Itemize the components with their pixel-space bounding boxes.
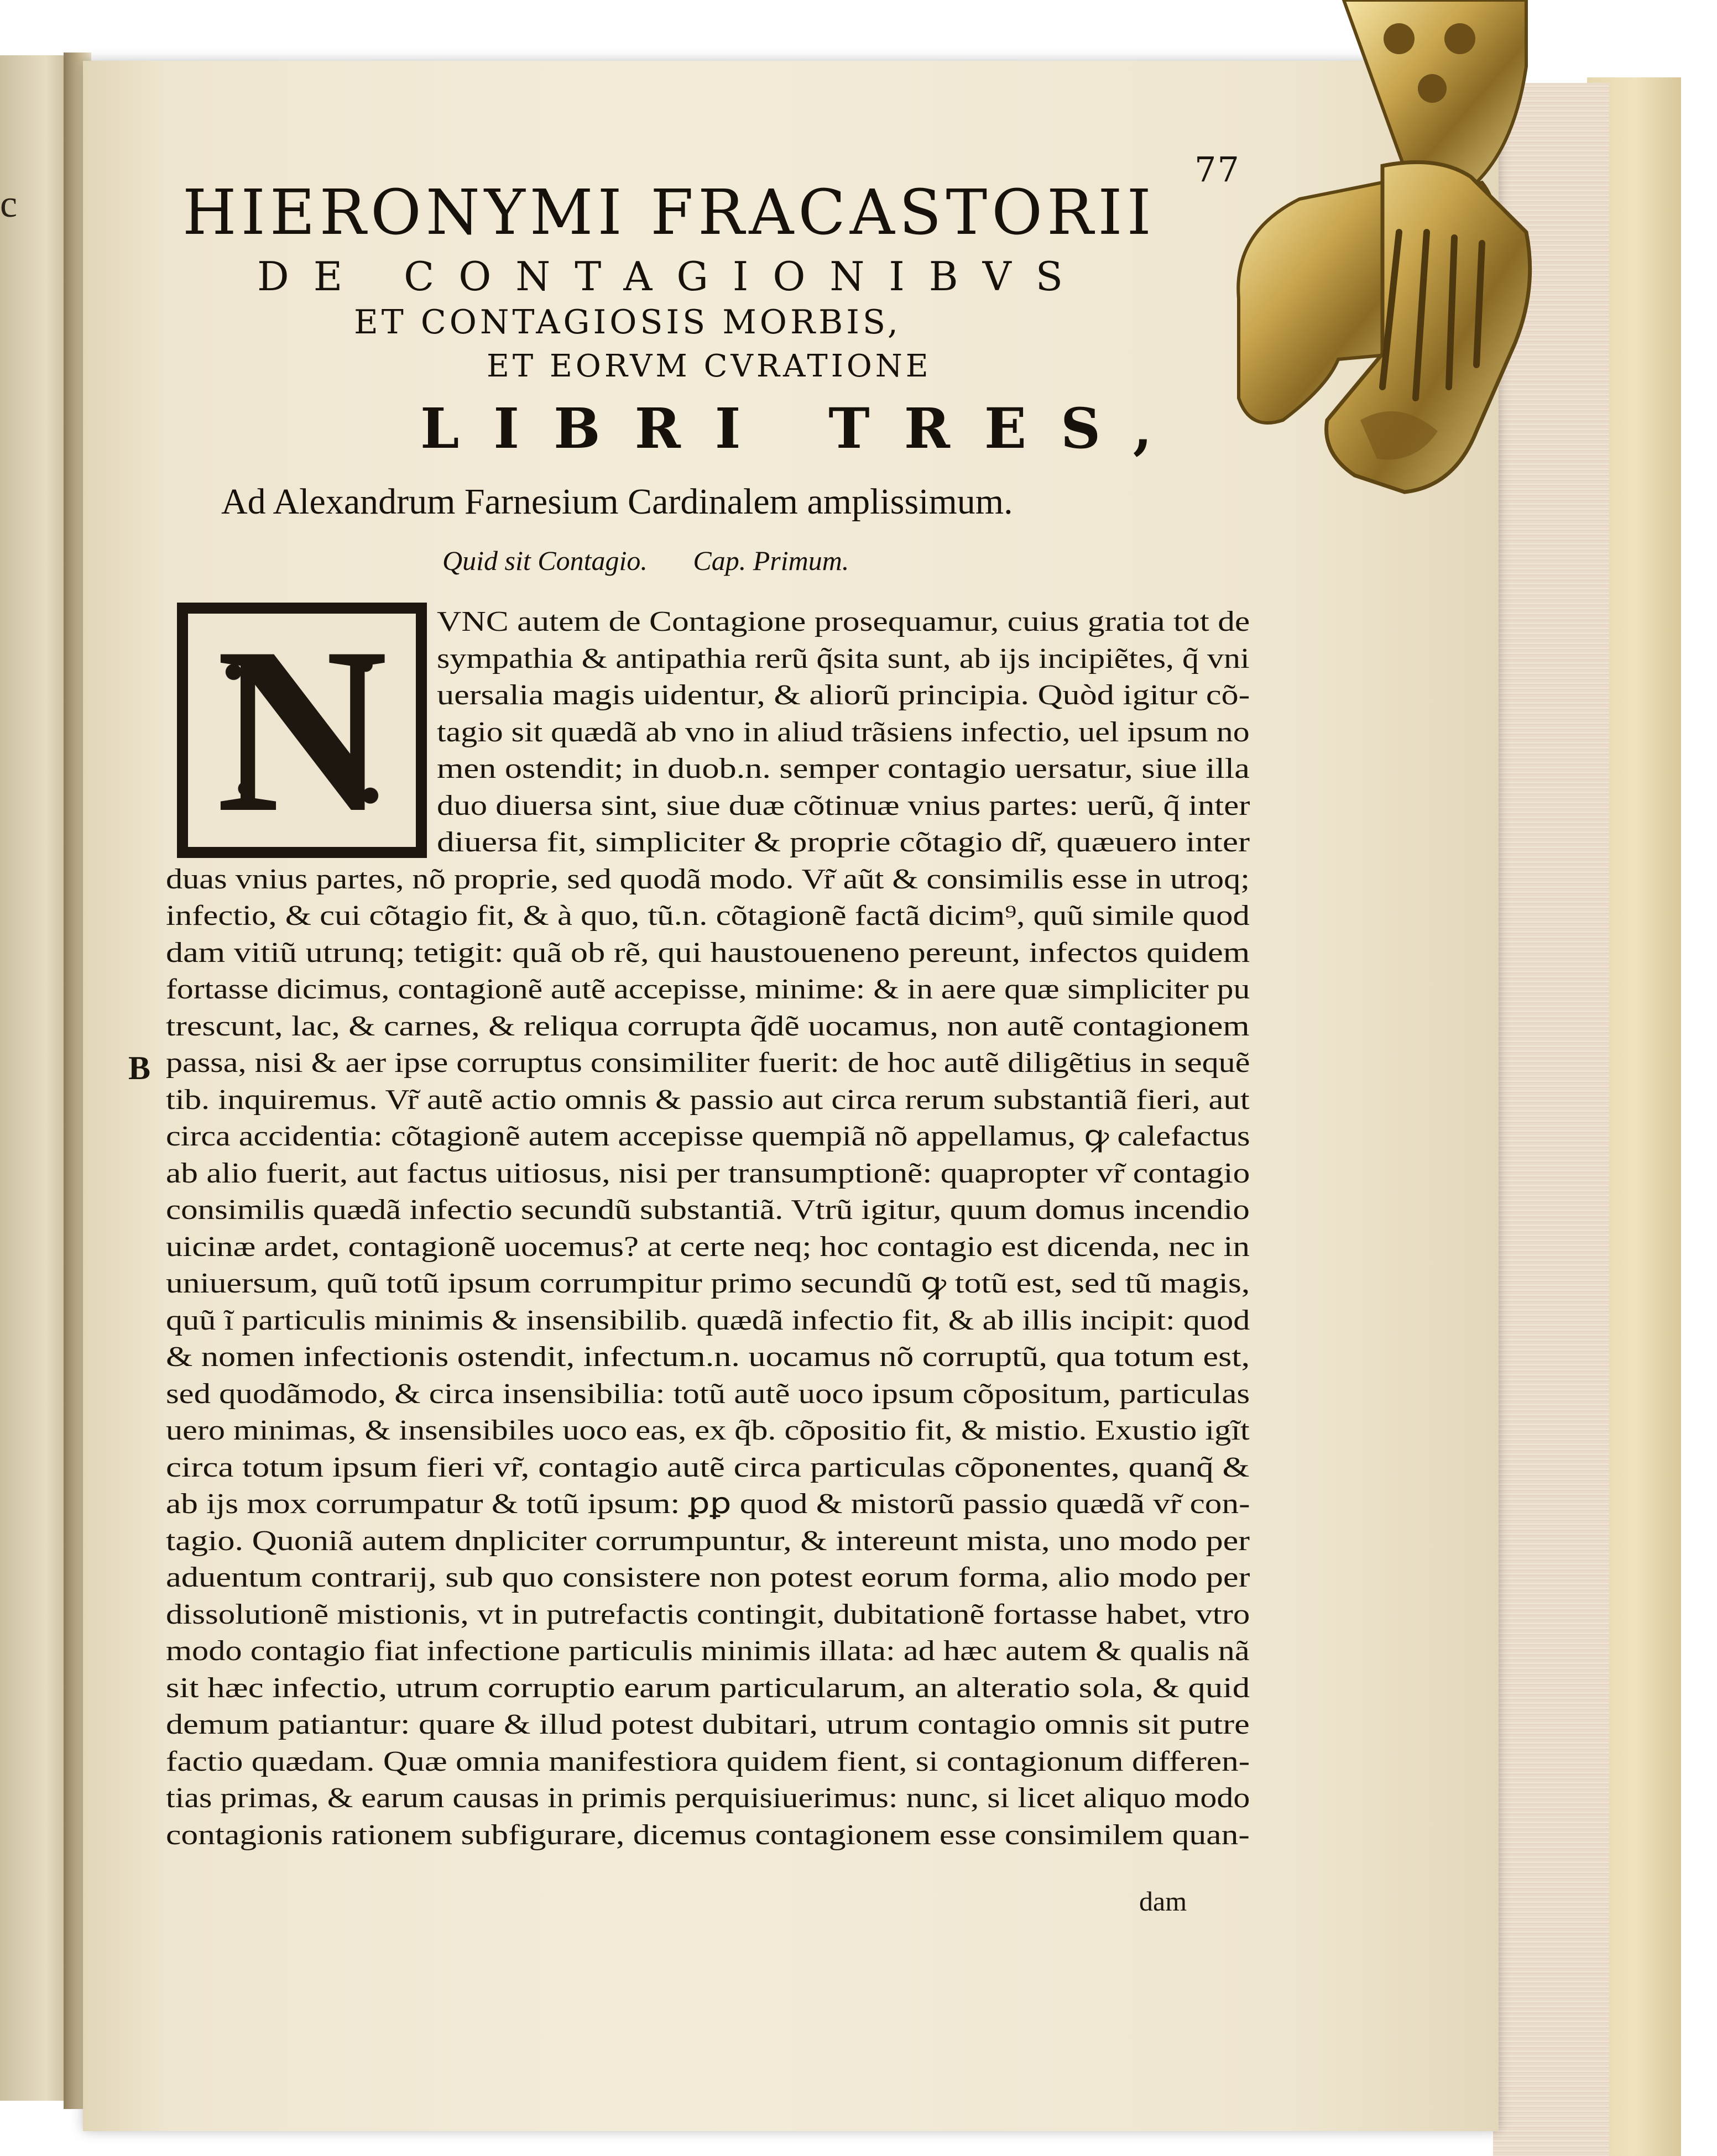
page-number: 77 [1194,149,1240,190]
body-line: aduentum contrarij, sub quo consistere non potest eorum forma, alio modo per [166,1562,1250,1593]
catchword: dam [1139,1886,1187,1917]
body-line: circa totum ipsum fieri vr̃, contagio autẽ circa particulas cõponentes, quanq̃ & [166,1451,1250,1483]
body-line: dam vitiũ utrunq; tetigit: quã ob rẽ, qui haustoueneno pereunt, infectos quidem [166,936,1250,969]
body-line: uicinæ ardet, contagionẽ uocemus? at certe neq; hoc contagio est dicenda, nec in [166,1231,1250,1263]
margin-letter: B [128,1050,151,1086]
body-line: factio quædam. Quæ omnia manifestiora quidem fient, si contagionum differen- [166,1745,1250,1777]
title-line-5: LIBRI TRES, [420,396,1187,461]
body-line: duas vnius partes, nõ proprie, sed quodã modo. Vr̃ aũt & consimilis esse in utroq; [166,863,1250,895]
body-line: VNC autem de Contagione prosequamur, cuius gratia tot de [437,606,1250,637]
body-line: passa, nisi & aer ipse corruptus consimiliter fuerit: de hoc autẽ diligẽtius in sequẽ [166,1047,1250,1079]
body-line: sympathia & antipathia rerũ q̃sita sunt, ab ijs incipiẽtes, q̃ vni [437,642,1250,674]
title-line-2: DE CONTAGIONIBVS [257,253,1088,300]
chapter-number: Cap. Primum. [693,545,849,576]
body-line: tagio sit quædã ab vno in aliud trãsiens infectio, uel ipsum no [437,716,1250,748]
left-page-mark: c [0,183,18,226]
brass-hand-clip-icon [1217,0,1537,509]
title-author: HIERONYMI FRACASTORII [182,177,1156,249]
body-line: tagio. Quoniã autem dnpliciter corrumpuntur, & intereunt mista, uno modo per [166,1525,1250,1557]
body-line: uniuersum, quũ totũ ipsum corrumpitur primo secundũ ꝙ totũ est, sed tũ magis, [166,1268,1250,1299]
body-line: tias primas, & earum causas in primis perquisiuerimus: nunc, si licet aliquo modo [166,1782,1250,1814]
body-line: consimilis quædã infectio secundũ substantiã. Vtrũ igitur, quum domus incendio [166,1194,1250,1226]
title-line-3: ET CONTAGIOSIS MORBIS, [354,303,901,342]
body-line: modo contagio fiat infectione particulis minimis illata: ad hæc autem & qualis nã [166,1635,1250,1667]
body-line: infectio, & cui cõtagio fit, & à quo, tũ.n. cõtagionẽ factã dicim⁹, quũ simile quod [166,900,1250,932]
body-line: quũ ĩ particulis minimis & insensibilib. quædã infectio fit, & ab illis incipit: quod [166,1304,1250,1336]
body-line: ab ijs mox corrumpatur & totũ ipsum: ꝑꝑ quod & mistorũ passio quædã vr̃ con- [166,1488,1250,1520]
chapter-heading [442,545,888,577]
body-line: diuersa fit, simpliciter & proprie cõtagio dr̃, quæuero inter [437,826,1250,858]
body-line: uero minimas, & insensibiles uoco eas, ex q̃b. cõpositio fit, & mistio. Exustio igĩt [166,1415,1250,1446]
body-line: sed quodãmodo, & circa insensibilia: totũ autẽ uoco ipsum cõpositum, particulas [166,1378,1250,1410]
chapter-title: Quid sit Contagio. [442,545,648,576]
body-line: demum patiantur: quare & illud potest dubitari, utrum contagio omnis sit putre [166,1709,1250,1740]
body-line: & nomen infectionis ostendit, infectum.n. uocamus nõ corruptũ, qua totum est, [166,1341,1250,1373]
body-line: tib. inquiremus. Vr̃ autẽ actio omnis & passio aut circa rerum substantiã fieri, aut [166,1084,1250,1116]
body-line: uersalia magis uidentur, & aliorũ principia. Quòd igitur cõ- [437,679,1250,711]
title-line-4: ET EORVM CVRATIONE [487,348,932,384]
body-line: men ostendit; in duob.n. semper contagio uersatur, siue illa [437,753,1250,784]
body-line: dissolutionẽ mistionis, vt in putrefactis contingit, dubitationẽ fortasse habet, vtro [166,1598,1250,1630]
body-line: fortasse dicimus, contagionẽ autẽ accepisse, minime: & in aere quæ simpliciter pu [166,974,1250,1005]
body-line: sit hæc infectio, utrum corruptio earum particularum, an alteratio sola, & quid [166,1672,1250,1704]
body-line: ab alio fuerit, aut factus uitiosus, nisi per transumptionẽ: quapropter vr̃ contagio [166,1157,1250,1189]
body-line: duo diuersa sint, siue duæ cõtinuæ vnius partes: uerũ, q̃ inter [437,789,1250,821]
body-line: contagionis rationem subfigurare, dicemus contagionem esse consimilem quan- [166,1819,1250,1851]
body-line: trescunt, lac, & carnes, & reliqua corrupta q̃dẽ uocamus, non autẽ contagionem [166,1010,1250,1042]
dedication-line: Ad Alexandrum Farnesium Cardinalem amplissimum. [221,482,1013,522]
initial-letter: N [216,599,388,862]
decorated-initial [177,599,427,862]
body-line: circa accidentia: cõtagionẽ autem accepisse quempiã nõ appellamus, ꝙ calefactus [166,1121,1250,1152]
